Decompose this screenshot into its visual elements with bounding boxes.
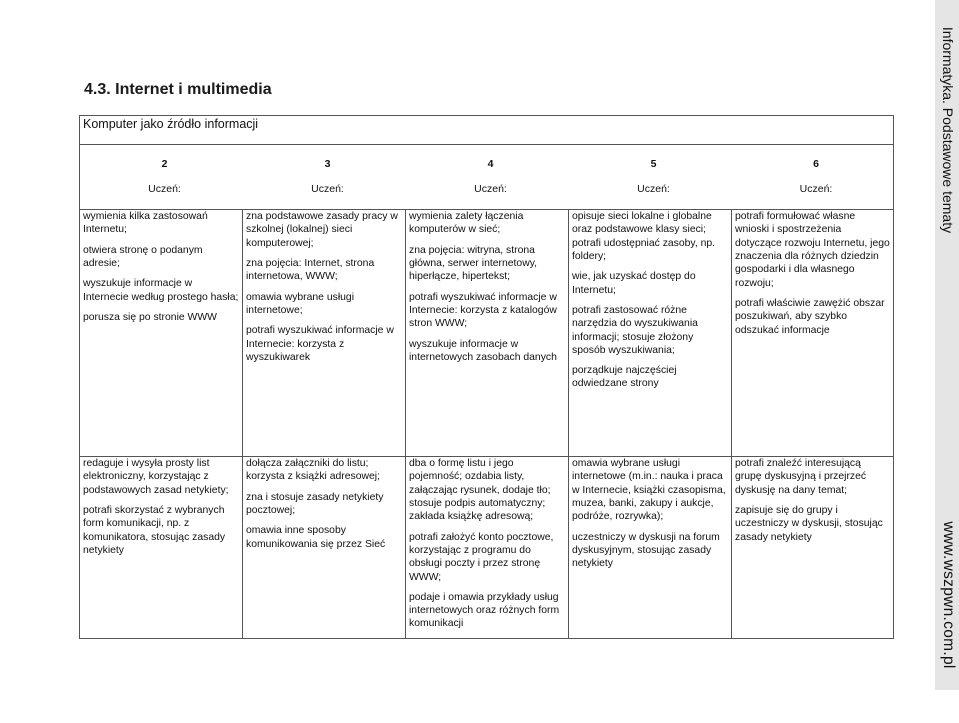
requirement-item: zna pojęcia: Internet, strona internetowa, WWW; bbox=[246, 257, 375, 283]
requirement-item: porządkuje najczęściej odwiedzane strony bbox=[572, 365, 677, 390]
level-3-heading: 3 bbox=[324, 157, 331, 170]
cell-row1-level3 bbox=[243, 210, 406, 457]
requirement-item: potrafi właściwie zawężić obszar poszukiwań, aby szybko odszukać informacje bbox=[735, 297, 885, 336]
cell-row1-level6 bbox=[732, 210, 894, 457]
table-row bbox=[80, 457, 894, 639]
requirement-item: dołącza załączniki do listu; korzysta z książki adresowej; bbox=[246, 458, 380, 483]
cell-row1-level5 bbox=[569, 210, 732, 457]
cell-row2-level6 bbox=[732, 457, 894, 639]
student-label: Uczeń: bbox=[311, 183, 344, 196]
requirement-item: zna i stosuje zasady netykiety pocztowej; bbox=[246, 491, 384, 516]
cell-row2-level4 bbox=[406, 457, 569, 639]
requirement-item: potrafi założyć konto pocztowe, korzystając z programu do obsługi poczty i przez stronę WWW; bbox=[409, 531, 554, 583]
cell-row1-level4 bbox=[406, 210, 569, 457]
requirement-item: opisuje sieci lokalne i globalne oraz podstawowe klasy sieci; potrafi udostępniać zasoby, np. foldery; bbox=[572, 211, 716, 262]
table-row bbox=[80, 210, 894, 457]
requirement-item: omawia inne sposoby komunikowania się przez Sieć bbox=[246, 525, 386, 550]
side-website-url: www.wszpwn.com.pl bbox=[940, 521, 957, 669]
page-title: 4.3. Internet i multimedia bbox=[84, 81, 272, 98]
requirement-item: potrafi znaleźć interesującą grupę dyskusyjną i przejrzeć dyskusję na dany temat; bbox=[735, 458, 867, 496]
level-2-heading: 2 bbox=[161, 157, 168, 170]
requirements-table bbox=[79, 115, 894, 639]
requirement-item: wymienia zalety łączenia komputerów w sieć; bbox=[409, 211, 524, 236]
requirement-item: zna podstawowe zasady pracy w szkolnej (lokalnej) sieci komputerowej; bbox=[246, 211, 398, 249]
requirement-item: redaguje i wysyła prosty list elektroniczny, korzystając z podstawowych zasad netykiety; bbox=[83, 458, 229, 496]
student-label: Uczeń: bbox=[474, 183, 507, 196]
student-label: Uczeń: bbox=[148, 183, 181, 196]
levels-header bbox=[80, 145, 894, 210]
requirement-item: potrafi formułować własne wnioski i spostrzeżenia dotyczące rozwoju Internetu, jego znaczenia dla różnych dziedzin gospodarki i dla własnego rozwoju; bbox=[735, 211, 890, 289]
cell-row2-level2 bbox=[80, 457, 243, 639]
requirement-item: wyszukuje informacje w internetowych zasobach danych bbox=[409, 338, 557, 363]
requirement-item: porusza się po stronie WWW bbox=[83, 311, 217, 323]
requirement-item: zapisuje się do grupy i uczestniczy w dyskusji, stosując zasady netykiety bbox=[735, 504, 883, 543]
cell-row1-level2 bbox=[80, 210, 243, 457]
requirement-item: uczestniczy w dyskusji na forum dyskusyjnym, stosując zasady netykiety bbox=[572, 531, 720, 570]
requirement-item: potrafi skorzystać z wybranych form komunikacji, np. z komunikatora, stosując zasady netykiety bbox=[83, 504, 226, 556]
requirement-item: potrafi wyszukiwać informacje w Internecie: korzysta z katalogów stron WWW; bbox=[409, 291, 557, 330]
requirement-item: zna pojęcia: witryna, strona główna, serwer internetowy, hiperłącze, hipertekst; bbox=[409, 244, 538, 283]
requirement-item: wie, jak uzyskać dostęp do Internetu; bbox=[572, 271, 696, 296]
requirement-item: wymienia kilka zastosowań Internetu; bbox=[83, 211, 208, 236]
requirement-item: omawia wybrane usługi internetowe (m.in.: nauka i praca w Internecie, książki czasopisma, muzea, banki, zakupy i aukcje, podróże, rozrywka); bbox=[572, 458, 726, 523]
cell-row2-level5 bbox=[569, 457, 732, 639]
level-5-heading: 5 bbox=[650, 157, 657, 170]
requirement-item: potrafi wyszukiwać informacje w Internecie: korzysta z wyszukiwarek bbox=[246, 325, 394, 363]
requirement-item: dba o formę listu i jego pojemność; ozdabia listy, załączając rysunek, dodaje tło; stosuje podpis automatyczny; zakłada książkę adresową; bbox=[409, 458, 551, 523]
side-book-title: Informatyka. Podstawowe tematy bbox=[940, 26, 956, 234]
student-label: Uczeń: bbox=[637, 183, 670, 196]
cell-row2-level3 bbox=[243, 457, 406, 639]
requirement-item: potrafi zastosować różne narzędzia do wyszukiwania informacji; stosuje złożony sposób wyszukiwania; bbox=[572, 304, 698, 356]
student-label: Uczeń: bbox=[799, 183, 833, 196]
requirement-item: podaje i omawia przykłady usług internetowych oraz różnych form komunikacji bbox=[409, 591, 560, 630]
side-strip bbox=[935, 0, 959, 690]
table-title: Komputer jako źródło informacji bbox=[80, 116, 894, 145]
requirement-item: wyszukuje informacje w Internecie według prostego hasła; bbox=[83, 278, 239, 303]
level-4-heading: 4 bbox=[487, 157, 494, 170]
requirement-item: otwiera stronę o podanym adresie; bbox=[83, 244, 203, 269]
requirement-item: omawia wybrane usługi internetowe; bbox=[246, 291, 355, 316]
level-6-heading: 6 bbox=[813, 157, 819, 170]
